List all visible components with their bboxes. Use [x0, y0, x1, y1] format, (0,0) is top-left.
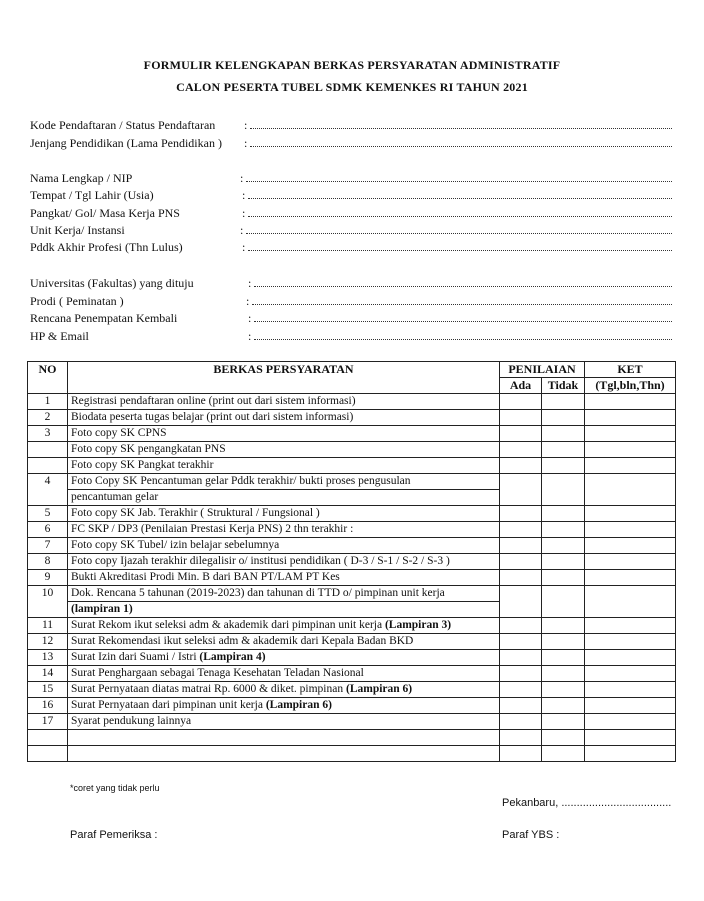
field-prodi — [30, 294, 680, 310]
row-description — [68, 682, 500, 698]
row-text: Bukti Akreditasi Prodi Min. B dari BAN PT/LAM PT Kes — [71, 571, 340, 583]
row-number: 1 — [28, 394, 68, 410]
field-label: Pddk Akhir Profesi (Thn Lulus) — [30, 240, 183, 254]
row-description — [68, 730, 500, 746]
field-value-line[interactable] — [244, 118, 680, 133]
table-row — [28, 730, 676, 746]
ada-cell[interactable] — [500, 714, 542, 730]
paraf-ybs: Paraf YBS : — [502, 829, 560, 841]
row-number: 2 — [28, 410, 68, 426]
row-description — [68, 490, 500, 506]
table-row — [28, 538, 676, 554]
row-number: 15 — [28, 682, 68, 698]
table-row — [28, 522, 676, 538]
ket-cell[interactable] — [585, 506, 676, 522]
row-description — [68, 442, 500, 458]
row-text: Foto copy SK pengangkatan PNS — [71, 443, 226, 455]
field-label: Rencana Penempatan Kembali — [30, 311, 178, 325]
row-description — [68, 634, 500, 650]
ket-cell[interactable] — [585, 666, 676, 682]
ada-cell[interactable] — [500, 394, 542, 410]
ket-cell[interactable] — [585, 426, 676, 442]
ada-cell[interactable] — [500, 474, 542, 490]
ada-cell[interactable] — [500, 554, 542, 570]
table-row — [28, 618, 676, 634]
row-lampiran: (Lampiran 6) — [265, 699, 332, 711]
field-value-line[interactable] — [248, 311, 680, 326]
field-value-line[interactable] — [246, 294, 680, 309]
field-value-line[interactable] — [242, 188, 680, 203]
field-value-line[interactable] — [240, 171, 680, 186]
tidak-cell[interactable] — [542, 666, 585, 682]
row-description — [68, 522, 500, 538]
field-label: Prodi ( Peminatan ) — [30, 294, 124, 308]
row-number — [28, 746, 68, 762]
field-value-line[interactable] — [244, 136, 680, 151]
header-berkas: BERKAS PERSYARATAN — [68, 362, 500, 394]
row-description — [68, 538, 500, 554]
tidak-cell[interactable] — [542, 682, 585, 698]
row-description — [68, 426, 500, 442]
table-row — [28, 650, 676, 666]
table-row — [28, 410, 676, 426]
row-text: Foto copy SK Pangkat terakhir — [71, 459, 214, 471]
row-text: Foto copy Ijazah terakhir dilegalisir o/ institusi pendidikan ( D-3 / S-1 / S-2 / S-3 ) — [71, 555, 450, 567]
row-description — [68, 746, 500, 762]
ket-cell[interactable] — [585, 746, 676, 762]
place-date-line: Pekanbaru, .................................... — [502, 797, 672, 809]
field-pangkat-gol — [30, 206, 680, 222]
tidak-cell[interactable] — [542, 410, 585, 426]
table-row — [28, 570, 676, 586]
row-text: Biodata peserta tugas belajar (print out dari sistem informasi) — [71, 411, 354, 423]
ada-cell[interactable] — [500, 682, 542, 698]
row-lampiran: (Lampiran 3) — [384, 619, 452, 631]
tidak-cell[interactable] — [542, 442, 585, 458]
header-penilaian: PENILAIAN — [500, 362, 585, 378]
ada-cell[interactable] — [500, 490, 542, 506]
tidak-cell[interactable] — [542, 570, 585, 586]
ada-cell[interactable] — [500, 650, 542, 666]
header-tidak: Tidak — [542, 378, 585, 394]
row-number: 10 — [28, 586, 68, 602]
ket-cell[interactable] — [585, 730, 676, 746]
table-row — [28, 602, 676, 618]
field-rencana-penempatan — [30, 311, 680, 327]
berkas-rows — [28, 394, 676, 762]
ada-cell[interactable] — [500, 410, 542, 426]
tidak-cell[interactable] — [542, 602, 585, 618]
row-description — [68, 554, 500, 570]
ket-cell[interactable] — [585, 490, 676, 506]
row-number: 17 — [28, 714, 68, 730]
tidak-cell[interactable] — [542, 698, 585, 714]
field-label: Kode Pendaftaran / Status Pendaftaran — [30, 118, 216, 132]
ada-cell[interactable] — [500, 618, 542, 634]
row-number: 12 — [28, 634, 68, 650]
ket-cell[interactable] — [585, 634, 676, 650]
ada-cell[interactable] — [500, 666, 542, 682]
row-description — [68, 602, 500, 618]
row-text: Surat Rekom ikut seleksi adm & akademik dari pimpinan unit kerja — [71, 619, 385, 631]
tidak-cell[interactable] — [542, 538, 585, 554]
row-number: 11 — [28, 618, 68, 634]
footnote: *coret yang tidak perlu — [70, 783, 160, 793]
header-ada: Ada — [500, 378, 542, 394]
row-description — [68, 618, 500, 634]
row-number: 3 — [28, 426, 68, 442]
field-value-line[interactable] — [248, 329, 680, 344]
form-title-line-2: CALON PESERTA TUBEL SDMK KEMENKES RI TAHUN 2021 — [176, 80, 528, 94]
row-number — [28, 442, 68, 458]
tidak-cell[interactable] — [542, 426, 585, 442]
row-text: Registrasi pendaftaran online (print out dari sistem informasi) — [71, 395, 356, 407]
field-value-line[interactable] — [242, 206, 680, 221]
tidak-cell[interactable] — [542, 458, 585, 474]
header-no: NO — [28, 362, 68, 394]
row-number: 16 — [28, 698, 68, 714]
field-nama-lengkap — [30, 171, 680, 187]
field-label: Pangkat/ Gol/ Masa Kerja PNS — [30, 206, 180, 220]
tidak-cell[interactable] — [542, 474, 585, 490]
field-label: Tempat / Tgl Lahir (Usia) — [30, 188, 154, 202]
row-number — [28, 730, 68, 746]
tidak-cell[interactable] — [542, 506, 585, 522]
row-description — [68, 698, 500, 714]
row-text: Syarat pendukung lainnya — [71, 715, 192, 727]
row-text: Foto copy SK CPNS — [71, 427, 167, 439]
ada-cell[interactable] — [500, 506, 542, 522]
ket-cell[interactable] — [585, 714, 676, 730]
field-kode-pendaftaran — [30, 118, 680, 134]
row-description — [68, 506, 500, 522]
field-label: Universitas (Fakultas) yang dituju — [30, 276, 194, 290]
row-text: Surat Rekomendasi ikut seleksi adm & akademik dari Kepala Badan BKD — [71, 635, 414, 647]
row-number: 13 — [28, 650, 68, 666]
ada-cell[interactable] — [500, 634, 542, 650]
table-row — [28, 698, 676, 714]
field-label: HP & Email — [30, 329, 89, 343]
tidak-cell[interactable] — [542, 730, 585, 746]
ket-cell[interactable] — [585, 650, 676, 666]
row-text: Foto copy SK Tubel/ izin belajar sebelumnya — [71, 539, 280, 551]
row-lampiran: (lampiran 1) — [71, 603, 133, 615]
row-text: Surat Penghargaan sebagai Tenaga Kesehatan Teladan Nasional — [71, 667, 364, 679]
ket-cell[interactable] — [585, 554, 676, 570]
tidak-cell[interactable] — [542, 586, 585, 602]
ada-cell[interactable] — [500, 442, 542, 458]
ket-cell[interactable] — [585, 586, 676, 602]
tidak-cell[interactable] — [542, 394, 585, 410]
row-number: 8 — [28, 554, 68, 570]
ada-cell[interactable] — [500, 698, 542, 714]
tidak-cell[interactable] — [542, 554, 585, 570]
row-number: 9 — [28, 570, 68, 586]
row-number: 14 — [28, 666, 68, 682]
ket-cell[interactable] — [585, 394, 676, 410]
table-row — [28, 474, 676, 490]
table-row — [28, 746, 676, 762]
row-text: Foto Copy SK Pencantuman gelar Pddk terakhir/ bukti proses pengusulan — [71, 475, 411, 487]
ada-cell[interactable] — [500, 570, 542, 586]
row-text: FC SKP / DP3 (Penilaian Prestasi Kerja PNS) 2 thn terakhir : — [71, 523, 354, 535]
ket-cell[interactable] — [585, 458, 676, 474]
field-label: Jenjang Pendidikan (Lama Pendidikan ) — [30, 136, 222, 150]
field-hp-email — [30, 329, 680, 345]
row-number — [28, 602, 68, 618]
ket-cell[interactable] — [585, 602, 676, 618]
field-value-line[interactable] — [248, 276, 680, 291]
tidak-cell[interactable] — [542, 714, 585, 730]
row-text: Surat Izin dari Suami / Istri — [71, 651, 200, 663]
table-row — [28, 586, 676, 602]
row-number — [28, 458, 68, 474]
row-description — [68, 714, 500, 730]
ada-cell[interactable] — [500, 522, 542, 538]
field-jenjang-pendidikan — [30, 136, 680, 152]
form-title-line-1: FORMULIR KELENGKAPAN BERKAS PERSYARATAN ADMINISTRATIF — [143, 58, 561, 72]
tidak-cell[interactable] — [542, 522, 585, 538]
header-ket: KET — [585, 362, 676, 378]
field-pddk-akhir — [30, 240, 680, 256]
field-label: Unit Kerja/ Instansi — [30, 223, 125, 237]
table-row — [28, 442, 676, 458]
ket-cell[interactable] — [585, 570, 676, 586]
ket-cell[interactable] — [585, 682, 676, 698]
row-text: Surat Pernyataan dari pimpinan unit kerja — [71, 699, 266, 711]
tidak-cell[interactable] — [542, 618, 585, 634]
row-lampiran: (Lampiran 6) — [345, 683, 413, 695]
table-row — [28, 714, 676, 730]
row-text: Surat Pernyataan diatas matrai Rp. 6000 & diket. pimpinan — [71, 683, 346, 695]
table-row — [28, 394, 676, 410]
berkas-table — [27, 361, 676, 762]
field-label: Nama Lengkap / NIP — [30, 171, 133, 185]
row-description — [68, 666, 500, 682]
row-lampiran: (Lampiran 4) — [199, 651, 266, 663]
table-row — [28, 554, 676, 570]
ket-cell[interactable] — [585, 538, 676, 554]
ada-cell[interactable] — [500, 458, 542, 474]
paraf-pemeriksa: Paraf Pemeriksa : — [70, 829, 158, 841]
ket-cell[interactable] — [585, 442, 676, 458]
field-value-line[interactable] — [240, 223, 680, 238]
ada-cell[interactable] — [500, 746, 542, 762]
field-value-line[interactable] — [242, 240, 680, 255]
ket-cell[interactable] — [585, 410, 676, 426]
table-row — [28, 666, 676, 682]
row-description — [68, 474, 500, 490]
table-row — [28, 490, 676, 506]
row-description — [68, 458, 500, 474]
row-text: pencantuman gelar — [71, 491, 159, 503]
ket-cell[interactable] — [585, 618, 676, 634]
row-description — [68, 410, 500, 426]
ket-cell[interactable] — [585, 522, 676, 538]
row-number: 6 — [28, 522, 68, 538]
tidak-cell[interactable] — [542, 490, 585, 506]
table-row — [28, 506, 676, 522]
row-number: 7 — [28, 538, 68, 554]
ada-cell[interactable] — [500, 538, 542, 554]
row-text: Dok. Rencana 5 tahunan (2019-2023) dan tahunan di TTD o/ pimpinan unit kerja — [71, 587, 445, 599]
row-description — [68, 650, 500, 666]
tidak-cell[interactable] — [542, 650, 585, 666]
table-row — [28, 458, 676, 474]
header-ket-sub: (Tgl,bln,Thn) — [585, 378, 676, 394]
ket-cell[interactable] — [585, 698, 676, 714]
field-unit-kerja — [30, 223, 680, 239]
tidak-cell[interactable] — [542, 746, 585, 762]
ada-cell[interactable] — [500, 426, 542, 442]
row-number: 5 — [28, 506, 68, 522]
ada-cell[interactable] — [500, 602, 542, 618]
row-description — [68, 394, 500, 410]
table-row — [28, 634, 676, 650]
row-number: 4 — [28, 474, 68, 490]
ada-cell[interactable] — [500, 586, 542, 602]
ket-cell[interactable] — [585, 474, 676, 490]
row-number — [28, 490, 68, 506]
row-description — [68, 586, 500, 602]
ada-cell[interactable] — [500, 730, 542, 746]
field-universitas — [30, 276, 680, 292]
table-row — [28, 682, 676, 698]
tidak-cell[interactable] — [542, 634, 585, 650]
field-tempat-tgl-lahir — [30, 188, 680, 204]
table-row — [28, 426, 676, 442]
row-description — [68, 570, 500, 586]
row-text: Foto copy SK Jab. Terakhir ( Struktural / Fungsional ) — [71, 507, 320, 519]
